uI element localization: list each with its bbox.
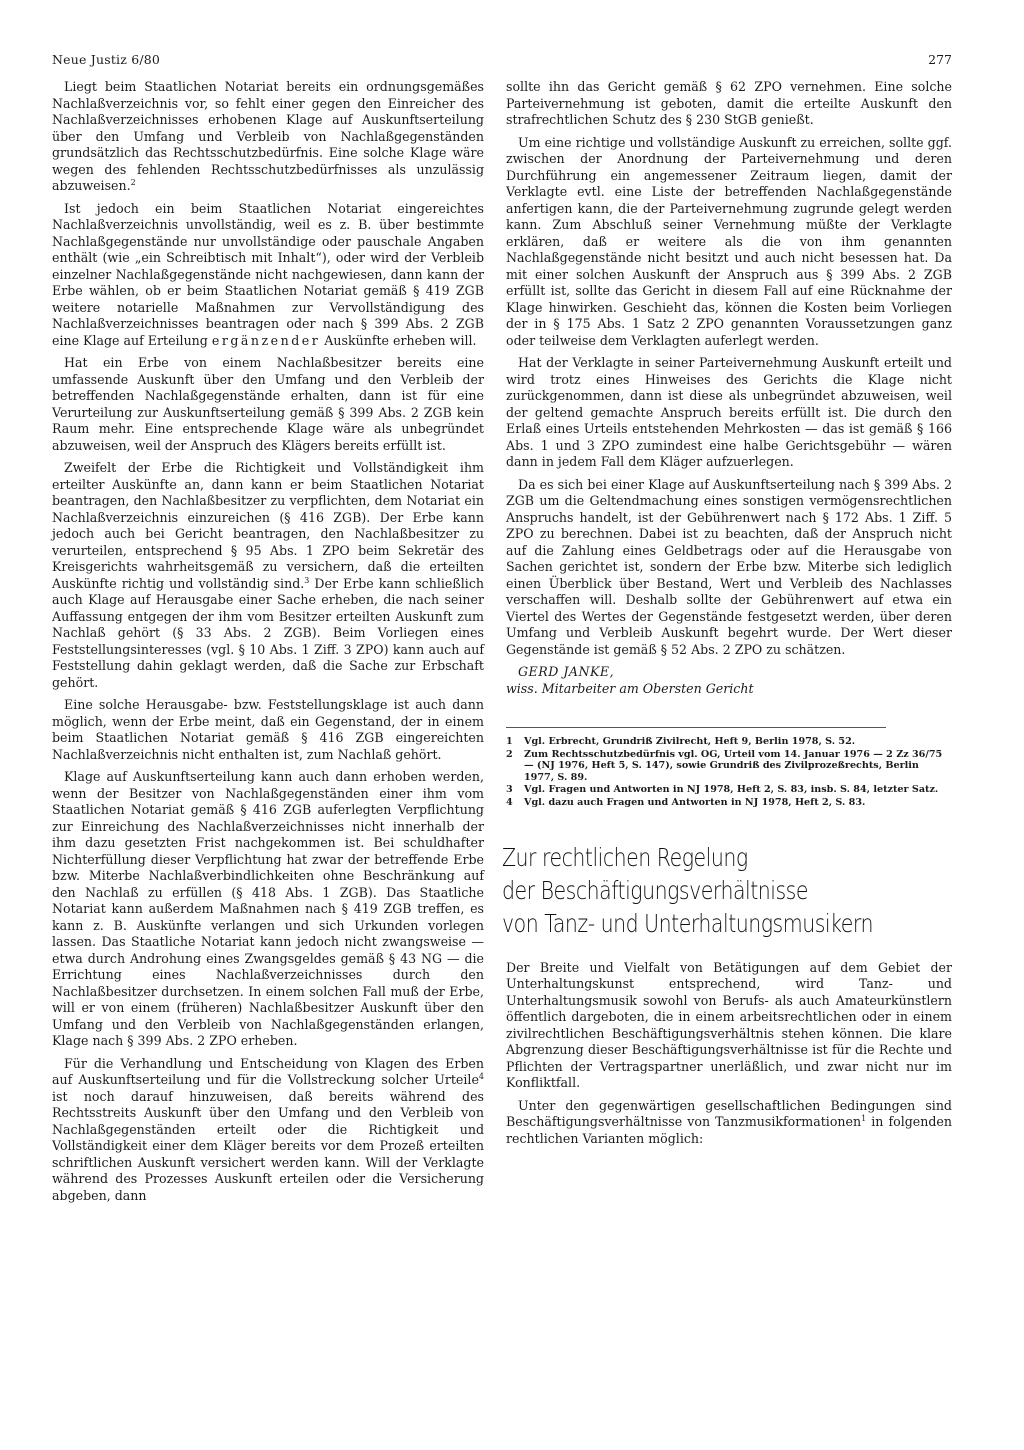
footnote xyxy=(506,749,952,784)
article-title-line: der Beschäftigungsverhältnisse xyxy=(502,875,808,905)
footnote-text: Vgl. Fragen und Antworten in NJ 1978, Heft 2, S. 83, insb. S. 84, letzter Satz. xyxy=(524,784,939,796)
footnotes xyxy=(506,736,952,809)
paragraph: Hat der Verklagte in seiner Parteivernehmung Auskunft erteilt und wird trotz eines Hinweises des Gerichts die Klage nicht zurückgenommen, dann ist diese als unbegründet abzuweisen, weil der geltend gemachte Anspruch bereits erfüllt ist. Die durch den Erlaß eines Urteils entstehenden Mehrkosten — das ist gemäß § 166 Abs. 1 und 3 ZPO zumindest eine halbe Gerichtsgebühr — wären dann in jedem Fall dem Kläger aufzuerlegen. xyxy=(506,355,952,469)
footnote xyxy=(506,797,952,809)
paragraph xyxy=(52,79,484,195)
paragraph-text: Unter den gegenwärtigen gesellschaftlichen Bedingungen sind Beschäftigungsverhältnisse von Tanzmusikformationen xyxy=(506,1097,952,1130)
footnote-divider xyxy=(506,727,886,728)
footnote-ref: 4 xyxy=(478,1071,484,1081)
paragraph xyxy=(52,460,484,691)
page-header xyxy=(52,52,952,70)
author-signature xyxy=(506,664,952,697)
paragraph-text: Auskünfte erheben will. xyxy=(324,332,477,348)
paragraph: Der Breite und Vielfalt von Betätigungen auf dem Gebiet der Unterhaltungskunst entsprechend, wird Tanz- und Unterhaltungsmusik sowohl von Berufs- als auch Amateurkünstlern öffentlich dargeboten, die in einem arbeitsrechtlichen oder in einem zivilrechtlichen Beschäftigungsverhältnis stehen können. Die klare Abgrenzung dieser Beschäftigungsverhältnisse ist für die Rechte und Pflichten der Vertragspartner unerläßlich, und zwar nicht nur im Konfliktfall. xyxy=(506,959,952,1091)
paragraph-text: Ist jedoch ein beim Staatlichen Notariat eingereichtes Nachlaßverzeichnis unvollständig, weil es z. B. über bestimmte Nachlaßgegenstände nur unvollständige oder pauschale Angaben enthält (wie „ein Schreibtisch mit Inhalt“), oder wird der Verbleib einzelner Nachlaßgegenstände nicht nachgewiesen, dann kann der Erbe wählen, ob er beim Staatlichen Notariat gemäß § 419 ZGB weitere notarielle Maßnahmen zur Vervollständigung des Nachlaßverzeichnisses beantragen oder nach § 399 Abs. 2 ZGB eine Klage auf Erteilung xyxy=(52,200,484,348)
right-column xyxy=(502,79,952,1153)
paragraph xyxy=(52,1056,484,1205)
paragraph-text: in folgenden rechtlichen Varianten möglich: xyxy=(506,1114,952,1146)
paragraph: Klage auf Auskunftserteilung kann auch dann erhoben werden, wenn der Besitzer von Nachlaßgegenständen einer ihm vom Staatlichen Notariat gemäß § 416 ZGB auferlegten Verpflichtung zur Einreichung des Nachlaßverzeichnisses nicht innerhalb der ihm dazu gesetzten Frist nachgekommen ist. Bei schuldhafter Nichterfüllung dieser Verpflichtung hat zwar der betreffende Erbe bzw. Miterbe Nachlaßverbindlichkeiten ohne Beschränkung auf den Nachlaß zu erfüllen (§ 418 Abs. 1 ZGB). Das Staatliche Notariat kann außerdem Maßnahmen nach § 419 ZGB treffen, es kann z. B. Auskünfte verlangen und sich Urkunden vorlegen lassen. Das Staatliche Notariat kann jedoch nicht zwangsweise — etwa durch Androhung eines Zwangsgeldes gemäß § 43 NG — die Errichtung eines Nachlaßverzeichnisses durch den Nachlaßbesitzer durchsetzen. In einem solchen Fall muß der Erbe, will er von einem (früheren) Nachlaßbesitzer Auskunft über den Umfang und den Verbleib von Nachlaßgegenständen erlangen, Klage nach § 399 Abs. 2 ZPO erheben. xyxy=(52,769,484,1048)
article-title xyxy=(502,841,945,940)
article-title-line: Zur rechtlichen Regelung xyxy=(502,842,748,872)
footnote-number: 3 xyxy=(506,784,513,796)
spaced-emphasis: ergänzender xyxy=(211,332,321,348)
paragraph: sollte ihn das Gericht gemäß § 62 ZPO vernehmen. Eine solche Parteivernehmung ist geboten, damit die erteilte Auskunft den strafrechtlichen Schutz des § 230 StGB genießt. xyxy=(506,79,952,127)
footnote-ref: 2 xyxy=(130,177,136,187)
footnote-ref: 1 xyxy=(861,1113,867,1123)
footnote-text: Vgl. Erbrecht, Grundriß Zivilrecht, Heft 9, Berlin 1978, S. 52. xyxy=(524,736,856,747)
footnote xyxy=(506,784,952,796)
footnote-number: 1 xyxy=(506,736,513,747)
article-title-line: von Tanz- und Unterhaltungsmusikern xyxy=(502,908,873,938)
paragraph-text: Zweifelt der Erbe die Richtigkeit und Vollständigkeit ihm erteilter Auskünfte an, dann kann er beim Staatlichen Notariat beantragen, den Nachlaßbesitzer zu verpflichten, dem Notariat ein Nachlaßverzeichnis einzureichen (§ 416 ZGB). Der Erbe kann jedoch auch bei Gericht beantragen, den Nachlaßbesitzer zu verurteilen, entsprechend § 95 Abs. 1 ZPO beim Sekretär des Kreisgerichts wahrheitsgemäß zu versichern, daß die erteilten Auskünfte richtig und vollständig sind. xyxy=(52,460,484,591)
paragraph xyxy=(52,201,484,350)
author-role: wiss. Mitarbeiter am Obersten Gericht xyxy=(506,680,754,696)
footnote xyxy=(506,736,952,748)
paragraph: Um eine richtige und vollständige Auskunft zu erreichen, sollte ggf. zwischen der Anordnung der Parteivernehmung und deren Durchführung ein angemessener Zeitraum liegen, damit der Verklagte evtl. eine Liste der betreffenden Nachlaßgegenstände anfertigen kann, die der Parteivernehmung zugrunde gelegt werden kann. Zum Abschluß seiner Vernehmung müßte der Verklagte erklären, daß er weitere als die von ihm genannten Nachlaßgegenstände nicht besitzt und auch nicht besessen hat. Da mit einer solchen Auskunft der Anspruch aus § 399 Abs. 2 ZGB erfüllt ist, sollte das Gericht in diesem Fall auf eine Rücknahme der Klage hinwirken. Geschieht das, können die Kosten beim Vorliegen der in § 175 Abs. 1 Satz 2 ZPO genannten Voraussetzungen ganz oder teilweise dem Verklagten auferlegt werden. xyxy=(506,134,952,348)
left-column xyxy=(52,79,484,1210)
paragraph: Hat ein Erbe von einem Nachlaßbesitzer bereits eine umfassende Auskunft über den Umfang und den Verbleib der betreffenden Nachlaßgegenstände erhalten, dann ist für eine Verurteilung zur Auskunftserteilung gemäß § 399 Abs. 2 ZGB kein Raum mehr. Eine entsprechende Klage wäre als unbegründet abzuweisen, weil der Anspruch des Klägers bereits erfüllt ist. xyxy=(52,355,484,453)
paragraph-text: Für die Verhandlung und Entscheidung von Klagen des Erben auf Auskunftserteilung und für die Vollstreckung solcher Urteile xyxy=(52,1055,484,1087)
footnote-number: 2 xyxy=(506,748,513,760)
paragraph-text: ist noch darauf hinzuweisen, daß bereits während des Rechtsstreits Auskunft über den Umfang und den Verbleib von Nachlaßgegenständen erteilt oder die Richtigkeit und Vollständigkeit einer dem Kläger bereits vor dem Prozeß erteilten schriftlichen Auskunft versichert werden kann. Will der Verklagte während des Prozesses Auskunft erteilen oder die Versicherung abgeben, dann xyxy=(52,1088,484,1203)
paragraph: Da es sich bei einer Klage auf Auskunftserteilung nach § 399 Abs. 2 ZGB um die Geltendmachung eines sonstigen vermögensrechtlichen Anspruchs handelt, ist der Gebührenwert nach § 172 Abs. 1 Ziff. 5 ZPO zu berechnen. Dabei ist zu beachten, daß der Anspruch nicht auf die Zahlung eines Geldbetrags oder auf die Herausgabe von Sachen gerichtet ist, sondern der Erbe bzw. Miterbe sich lediglich einen Überblick über Bestand, Wert und Verbleib des Nachlasses verschaffen will. Deshalb sollte der Gebührenwert auf etwa ein Viertel des Wertes der Gegenstände festgesetzt werden, über deren Umfang und Verbleib Auskunft begehrt wurde. Der Wert dieser Gegenstände ist gemäß § 52 Abs. 2 ZPO zu schätzen. xyxy=(506,476,952,657)
paragraph: Eine solche Herausgabe- bzw. Feststellungsklage ist auch dann möglich, wenn der Erbe meint, daß ein Gegenstand, der in einem beim Staatlichen Notariat gemäß § 416 ZGB eingereichten Nachlaßverzeichnis nicht enthalten ist, zum Nachlaß gehört. xyxy=(52,697,484,762)
footnote-number: 4 xyxy=(506,796,513,808)
author-name: GERD JANKE, xyxy=(518,664,615,679)
footnote-ref: 3 xyxy=(304,575,310,585)
paragraph xyxy=(506,1098,952,1148)
journal-issue: Neue Justiz 6/80 xyxy=(52,52,161,67)
footnote-text: Vgl. dazu auch Fragen und Antworten in NJ 1978, Heft 2, S. 83. xyxy=(524,796,866,808)
paragraph-text: Liegt beim Staatlichen Notariat bereits ein ordnungsgemäßes Nachlaßverzeichnis vor, so fehlt einer gegen den Einreicher des Nachlaßverzeichnisses erhobenen Klage auf Auskunftserteilung über den Umfang und Verbleib von Nachlaßgegenständen grundsätzlich das Rechtsschutzbedürfnis. Eine solche Klage wäre wegen des fehlenden Rechtsschutzbedürfnisses als unzulässig abzuweisen. xyxy=(52,79,484,193)
paragraph-text: Der Erbe kann schließlich auch Klage auf Herausgabe einer Sache erheben, die nach seiner Auffassung entgegen der ihm vom Besitzer erteilten Auskunft zum Nachlaß gehört (§ 33 Abs. 2 ZGB). Beim Vorliegen eines Feststellungsinteresses (vgl. § 10 Abs. 1 Ziff. 3 ZPO) kann auch auf Feststellung dahin geklagt werden, daß die Sache zur Erbschaft gehört. xyxy=(52,575,484,690)
footnote-text: Zum Rechtsschutzbedürfnis vgl. OG, Urteil vom 14. Januar 1976 — 2 Zz 36/75 — (NJ 1976, Heft 5, S. 147), sowie Grundriß des Zivilprozeßrechts, Berlin 1977, S. 89. xyxy=(524,748,943,783)
page-number: 277 xyxy=(928,52,952,67)
